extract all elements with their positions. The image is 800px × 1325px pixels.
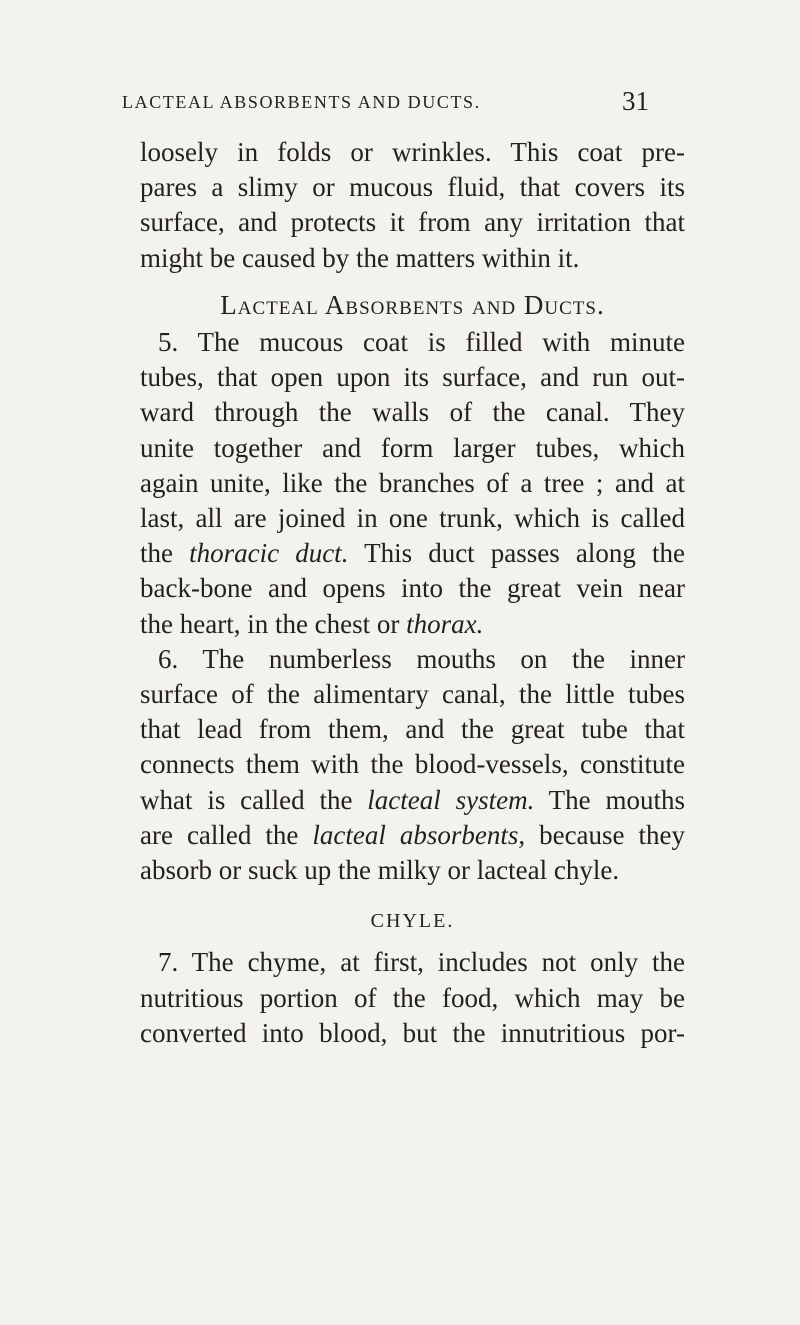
text-line: pares a slimy or mucous fluid, that covers its — [140, 172, 685, 203]
running-title: LACTEAL ABSORBENTS AND DUCTS. — [122, 92, 481, 112]
text-run: what is called the — [140, 784, 368, 815]
text-line: 6. The numberless mouths on the inner — [158, 643, 685, 674]
text-line: ward through the walls of the canal. They — [140, 397, 685, 428]
text-run: the heart, in the chest or — [140, 608, 407, 639]
text-line: surface of the alimentary canal, the little tubes — [140, 679, 685, 710]
text-line: loosely in folds or wrinkles. This coat pre- — [140, 137, 685, 167]
text-run: the — [140, 538, 190, 569]
italic-term: lacteal system. — [367, 784, 535, 815]
section-heading-text: Lacteal Absorbents and Ducts. — [220, 289, 605, 320]
italic-term: thorax. — [406, 608, 484, 639]
text-run: The mouths — [534, 784, 685, 815]
paragraph-7 — [140, 945, 685, 1051]
text-line: again unite, like the branches of a tree ; and at — [140, 467, 685, 498]
page-number: 31 — [622, 86, 649, 116]
running-head — [0, 88, 800, 118]
text-line: 5. The mucous coat is filled with minute — [158, 327, 685, 358]
text-line: surface, and protects it from any irritation that — [140, 207, 685, 238]
paragraph-5 — [140, 325, 685, 642]
paragraph-intro — [140, 135, 685, 276]
text-line — [140, 607, 685, 642]
text-line: might be caused by the matters within it. — [140, 242, 580, 273]
text-line: that lead from them, and the great tube that — [140, 714, 685, 745]
text-line — [140, 783, 685, 818]
text-run: are called the — [140, 819, 313, 850]
text-line: unite together and form larger tubes, which — [140, 432, 685, 463]
text-run: This duct passes along the — [348, 538, 685, 569]
section-heading-chyle — [140, 904, 685, 939]
text-line — [140, 536, 685, 571]
text-line: connects them with the blood-vessels, constitute — [140, 749, 685, 780]
text-line: last, all are joined in one trunk, which is called — [140, 503, 685, 534]
text-line: tubes, that open upon its surface, and run out- — [140, 362, 685, 393]
paragraph-6 — [140, 642, 685, 888]
text-line: nutritious portion of the food, which may be — [140, 982, 685, 1013]
text-run: because they — [525, 819, 685, 850]
italic-term: lacteal absorbents, — [312, 819, 526, 850]
section-heading-lacteal — [140, 288, 685, 323]
text-line: back-bone and opens into the great vein near — [140, 573, 685, 604]
text-line: converted into blood, but the innutritious por- — [140, 1017, 685, 1048]
text-line: 7. The chyme, at first, includes not only the — [158, 947, 685, 978]
text-line — [140, 818, 685, 853]
italic-term: thoracic duct. — [189, 538, 349, 569]
body-text — [140, 135, 685, 1051]
section-heading-text: CHYLE. — [370, 910, 455, 933]
text-line: absorb or suck up the milky or lacteal chyle. — [140, 855, 620, 886]
